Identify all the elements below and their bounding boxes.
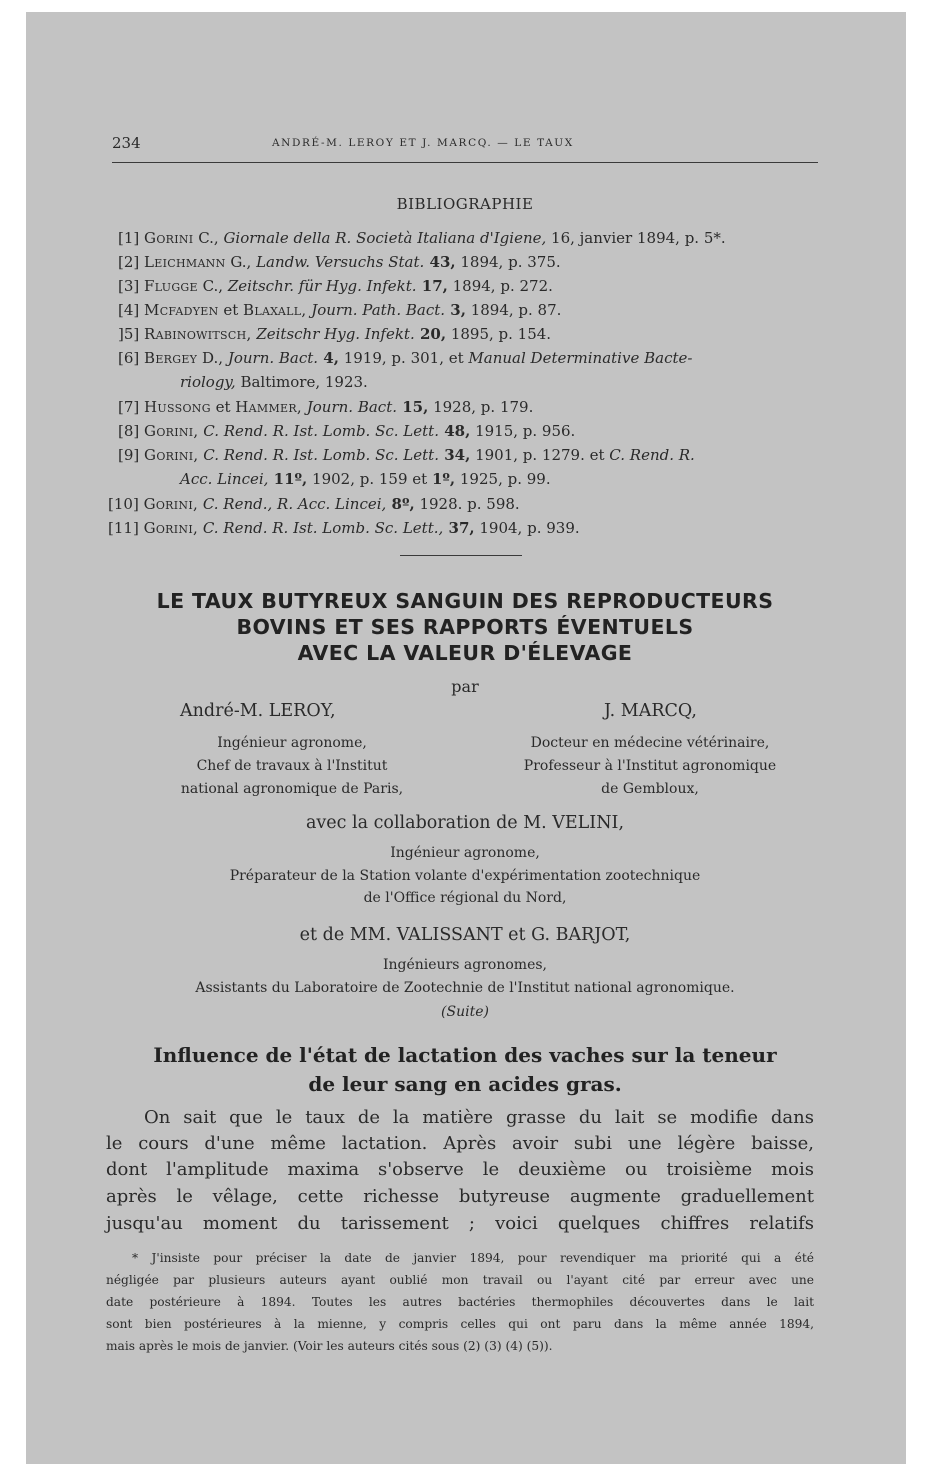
ref-number: [2] xyxy=(118,253,140,271)
ref-number: [4] xyxy=(118,301,140,319)
ref-text: 1928, p. 179. xyxy=(428,398,534,416)
ref-volume: 15, xyxy=(397,398,429,416)
affiliation-line: Professeur à l'Institut agronomique xyxy=(523,758,777,774)
ref-volume: 8º, xyxy=(386,495,415,513)
bib-ref-11 xyxy=(108,518,580,538)
ref-text: 1901, p. 1279. et xyxy=(470,446,610,464)
ref-author: Gorini, xyxy=(144,422,199,440)
ref-author: Hammer, xyxy=(235,398,302,416)
author-1-name: André-M. LEROY, xyxy=(180,701,336,721)
ref-text: 1895, p. 154. xyxy=(446,325,552,343)
section-title-line-2: de leur sang en acides gras. xyxy=(308,1072,622,1096)
ref-author: Blaxall, xyxy=(243,301,307,319)
collaboration-line-1: avec la collaboration de M. VELINI, xyxy=(305,813,625,833)
ref-journal: C. Rend. R. Ist. Lomb. Sc. Lett., xyxy=(198,519,444,537)
ref-author: Mcfadyen xyxy=(144,301,219,319)
bib-ref-1 xyxy=(118,228,726,248)
ref-number: [7] xyxy=(118,398,140,416)
collab-2-affiliation-line-1: Ingénieurs agronomes, xyxy=(383,957,547,973)
ref-text: 1919, p. 301, et xyxy=(338,349,469,367)
bib-ref-7 xyxy=(118,397,533,417)
collab-1-affiliation-line-1: Ingénieur agronome, xyxy=(390,845,540,861)
ref-text: 1928. p. 598. xyxy=(414,495,520,513)
ref-author: Hussong xyxy=(144,398,211,416)
bib-ref-3 xyxy=(118,276,553,296)
ref-author: Gorini xyxy=(144,229,194,247)
ref-author: Gorini, xyxy=(143,495,199,513)
bib-ref-4 xyxy=(118,300,561,320)
ref-author: Flugge xyxy=(144,277,198,295)
ref-journal: Journ. Bact. xyxy=(301,398,397,416)
header-rule xyxy=(112,162,818,163)
ref-journal: C. Rend. R. Ist. Lomb. Sc. Lett. xyxy=(198,446,439,464)
suite-label: (Suite) xyxy=(441,1004,489,1020)
ref-number: [6] xyxy=(118,349,140,367)
ref-journal: Manual Determinative Bacte- xyxy=(468,349,693,367)
body-line-3: dont l'amplitude maxima s'observe le deuxième ou troisième mois xyxy=(106,1159,814,1180)
ref-volume: 20, xyxy=(414,325,447,343)
ref-text: D., xyxy=(197,349,228,367)
ref-text: 1904, p. 939. xyxy=(474,519,580,537)
affiliation-line: de Gembloux, xyxy=(601,781,699,797)
body-line-5: jusqu'au moment du tarissement ; voici quelques chiffres relatifs xyxy=(106,1213,814,1234)
section-separator xyxy=(400,555,522,556)
ref-journal: Landw. Versuchs Stat. xyxy=(256,253,425,271)
collab-2-affiliation-line-2: Assistants du Laboratoire de Zootechnie de l'Institut national agronomique. xyxy=(195,980,735,996)
ref-number: [8] xyxy=(118,422,140,440)
author-1-affiliation xyxy=(112,732,472,801)
ref-text: et xyxy=(218,301,244,319)
bib-ref-9-continuation xyxy=(180,469,551,489)
ref-author: Gorini, xyxy=(144,446,199,464)
footnote-line-3: date postérieure à 1894. Toutes les autres bactéries thermophiles découvertes dans le lait xyxy=(106,1295,814,1309)
ref-text: 1902, p. 159 et xyxy=(307,470,432,488)
ref-text: G., xyxy=(225,253,257,271)
collab-1-affiliation-line-3: de l'Office régional du Nord, xyxy=(363,890,567,906)
footnote-line-5: mais après le mois de janvier. (Voir les auteurs cités sous (2) (3) (4) (5)). xyxy=(106,1339,553,1353)
ref-journal: Zeitschr Hyg. Infekt. xyxy=(251,325,415,343)
bib-ref-9 xyxy=(118,445,695,465)
ref-volume: 48, xyxy=(438,422,471,440)
ref-text: 1894, p. 375. xyxy=(455,253,561,271)
ref-author: Leichmann xyxy=(144,253,226,271)
footnote-line-1: * J'insiste pour préciser la date de janvier 1894, pour revendiquer ma priorité qui a été xyxy=(132,1251,814,1265)
ref-journal: riology, xyxy=(180,373,236,391)
bib-ref-6 xyxy=(118,348,692,368)
ref-volume: 3, xyxy=(445,301,466,319)
ref-volume: 37, xyxy=(443,519,475,537)
ref-text: C., xyxy=(193,229,224,247)
ref-text: 1894, p. 87. xyxy=(465,301,562,319)
ref-number: [10] xyxy=(108,495,139,513)
bib-ref-5 xyxy=(118,324,551,344)
section-title-line-1: Influence de l'état de lactation des vaches sur la teneur xyxy=(153,1043,777,1067)
bib-ref-6-continuation xyxy=(180,372,368,392)
ref-journal: C. Rend. R. xyxy=(609,446,695,464)
ref-author: Rabinowitsch, xyxy=(144,325,252,343)
footnote-line-2: négligée par plusieurs auteurs ayant oublié mon travail ou l'ayant cité par erreur avec une xyxy=(106,1273,814,1287)
ref-text: 1915, p. 956. xyxy=(470,422,576,440)
ref-volume: 34, xyxy=(438,446,471,464)
ref-journal: Zeitschr. für Hyg. Infekt. xyxy=(227,277,417,295)
affiliation-line: Chef de travaux à l'Institut xyxy=(196,758,388,774)
ref-volume: 1º, xyxy=(431,470,456,488)
ref-author: Gorini, xyxy=(143,519,199,537)
ref-number: [11] xyxy=(108,519,139,537)
page-number: 234 xyxy=(112,134,141,152)
affiliation-line: Ingénieur agronome, xyxy=(217,735,367,751)
ref-number: ]5] xyxy=(118,325,140,343)
ref-journal: Acc. Lincei, xyxy=(180,470,269,488)
ref-number: [3] xyxy=(118,277,140,295)
ref-number: [9] xyxy=(118,446,140,464)
ref-journal: Journ. Bact. xyxy=(227,349,319,367)
running-head-title: ANDRÉ-M. LEROY ET J. MARCQ. — LE TAUX xyxy=(272,137,574,149)
ref-volume: 4, xyxy=(318,349,339,367)
ref-volume: 17, xyxy=(416,277,448,295)
ref-text: Baltimore, 1923. xyxy=(235,373,368,391)
ref-text: 16, janvier 1894, p. 5*. xyxy=(546,229,726,247)
par: par xyxy=(451,677,479,696)
ref-text: 1894, p. 272. xyxy=(447,277,553,295)
ref-text: 1925, p. 99. xyxy=(455,470,551,488)
ref-journal: Giornale della R. Società Italiana d'Igiene, xyxy=(223,229,547,247)
bib-ref-8 xyxy=(118,421,575,441)
bibliography-heading: BIBLIOGRAPHIE xyxy=(396,195,534,213)
affiliation-line: Docteur en médecine vétérinaire, xyxy=(530,735,770,751)
body-line-4: après le vêlage, cette richesse butyreuse augmente graduellement xyxy=(106,1186,814,1207)
ref-author: Bergey xyxy=(144,349,198,367)
collaboration-line-2: et de MM. VALISSANT et G. BARJOT, xyxy=(299,925,631,945)
ref-volume: 11º, xyxy=(268,470,308,488)
bib-ref-10 xyxy=(108,494,520,514)
ref-journal: Journ. Path. Bact. xyxy=(306,301,446,319)
article-title-line-3: AVEC LA VALEUR D'ÉLEVAGE xyxy=(297,641,633,665)
body-line-1: On sait que le taux de la matière grasse du lait se modifie dans xyxy=(144,1107,814,1128)
author-2-name: J. MARCQ, xyxy=(604,701,697,721)
footnote-line-4: sont bien postérieures à la mienne, y compris celles qui ont paru dans la même année 1894, xyxy=(106,1317,814,1331)
ref-journal: C. Rend. R. Ist. Lomb. Sc. Lett. xyxy=(198,422,439,440)
article-title-line-2: BOVINS ET SES RAPPORTS ÉVENTUELS xyxy=(236,615,694,639)
collab-1-affiliation-line-2: Préparateur de la Station volante d'expérimentation zootechnique xyxy=(229,868,701,884)
author-2-affiliation xyxy=(480,732,820,801)
article-title-line-1: LE TAUX BUTYREUX SANGUIN DES REPRODUCTEURS xyxy=(156,589,774,613)
ref-journal: C. Rend., R. Acc. Lincei, xyxy=(198,495,387,513)
bib-ref-2 xyxy=(118,252,561,272)
body-line-2: le cours d'une même lactation. Après avoir subi une légère baisse, xyxy=(106,1133,814,1154)
ref-text: et xyxy=(210,398,236,416)
ref-number: [1] xyxy=(118,229,140,247)
ref-text: C., xyxy=(197,277,228,295)
ref-volume: 43, xyxy=(424,253,456,271)
affiliation-line: national agronomique de Paris, xyxy=(180,781,404,797)
